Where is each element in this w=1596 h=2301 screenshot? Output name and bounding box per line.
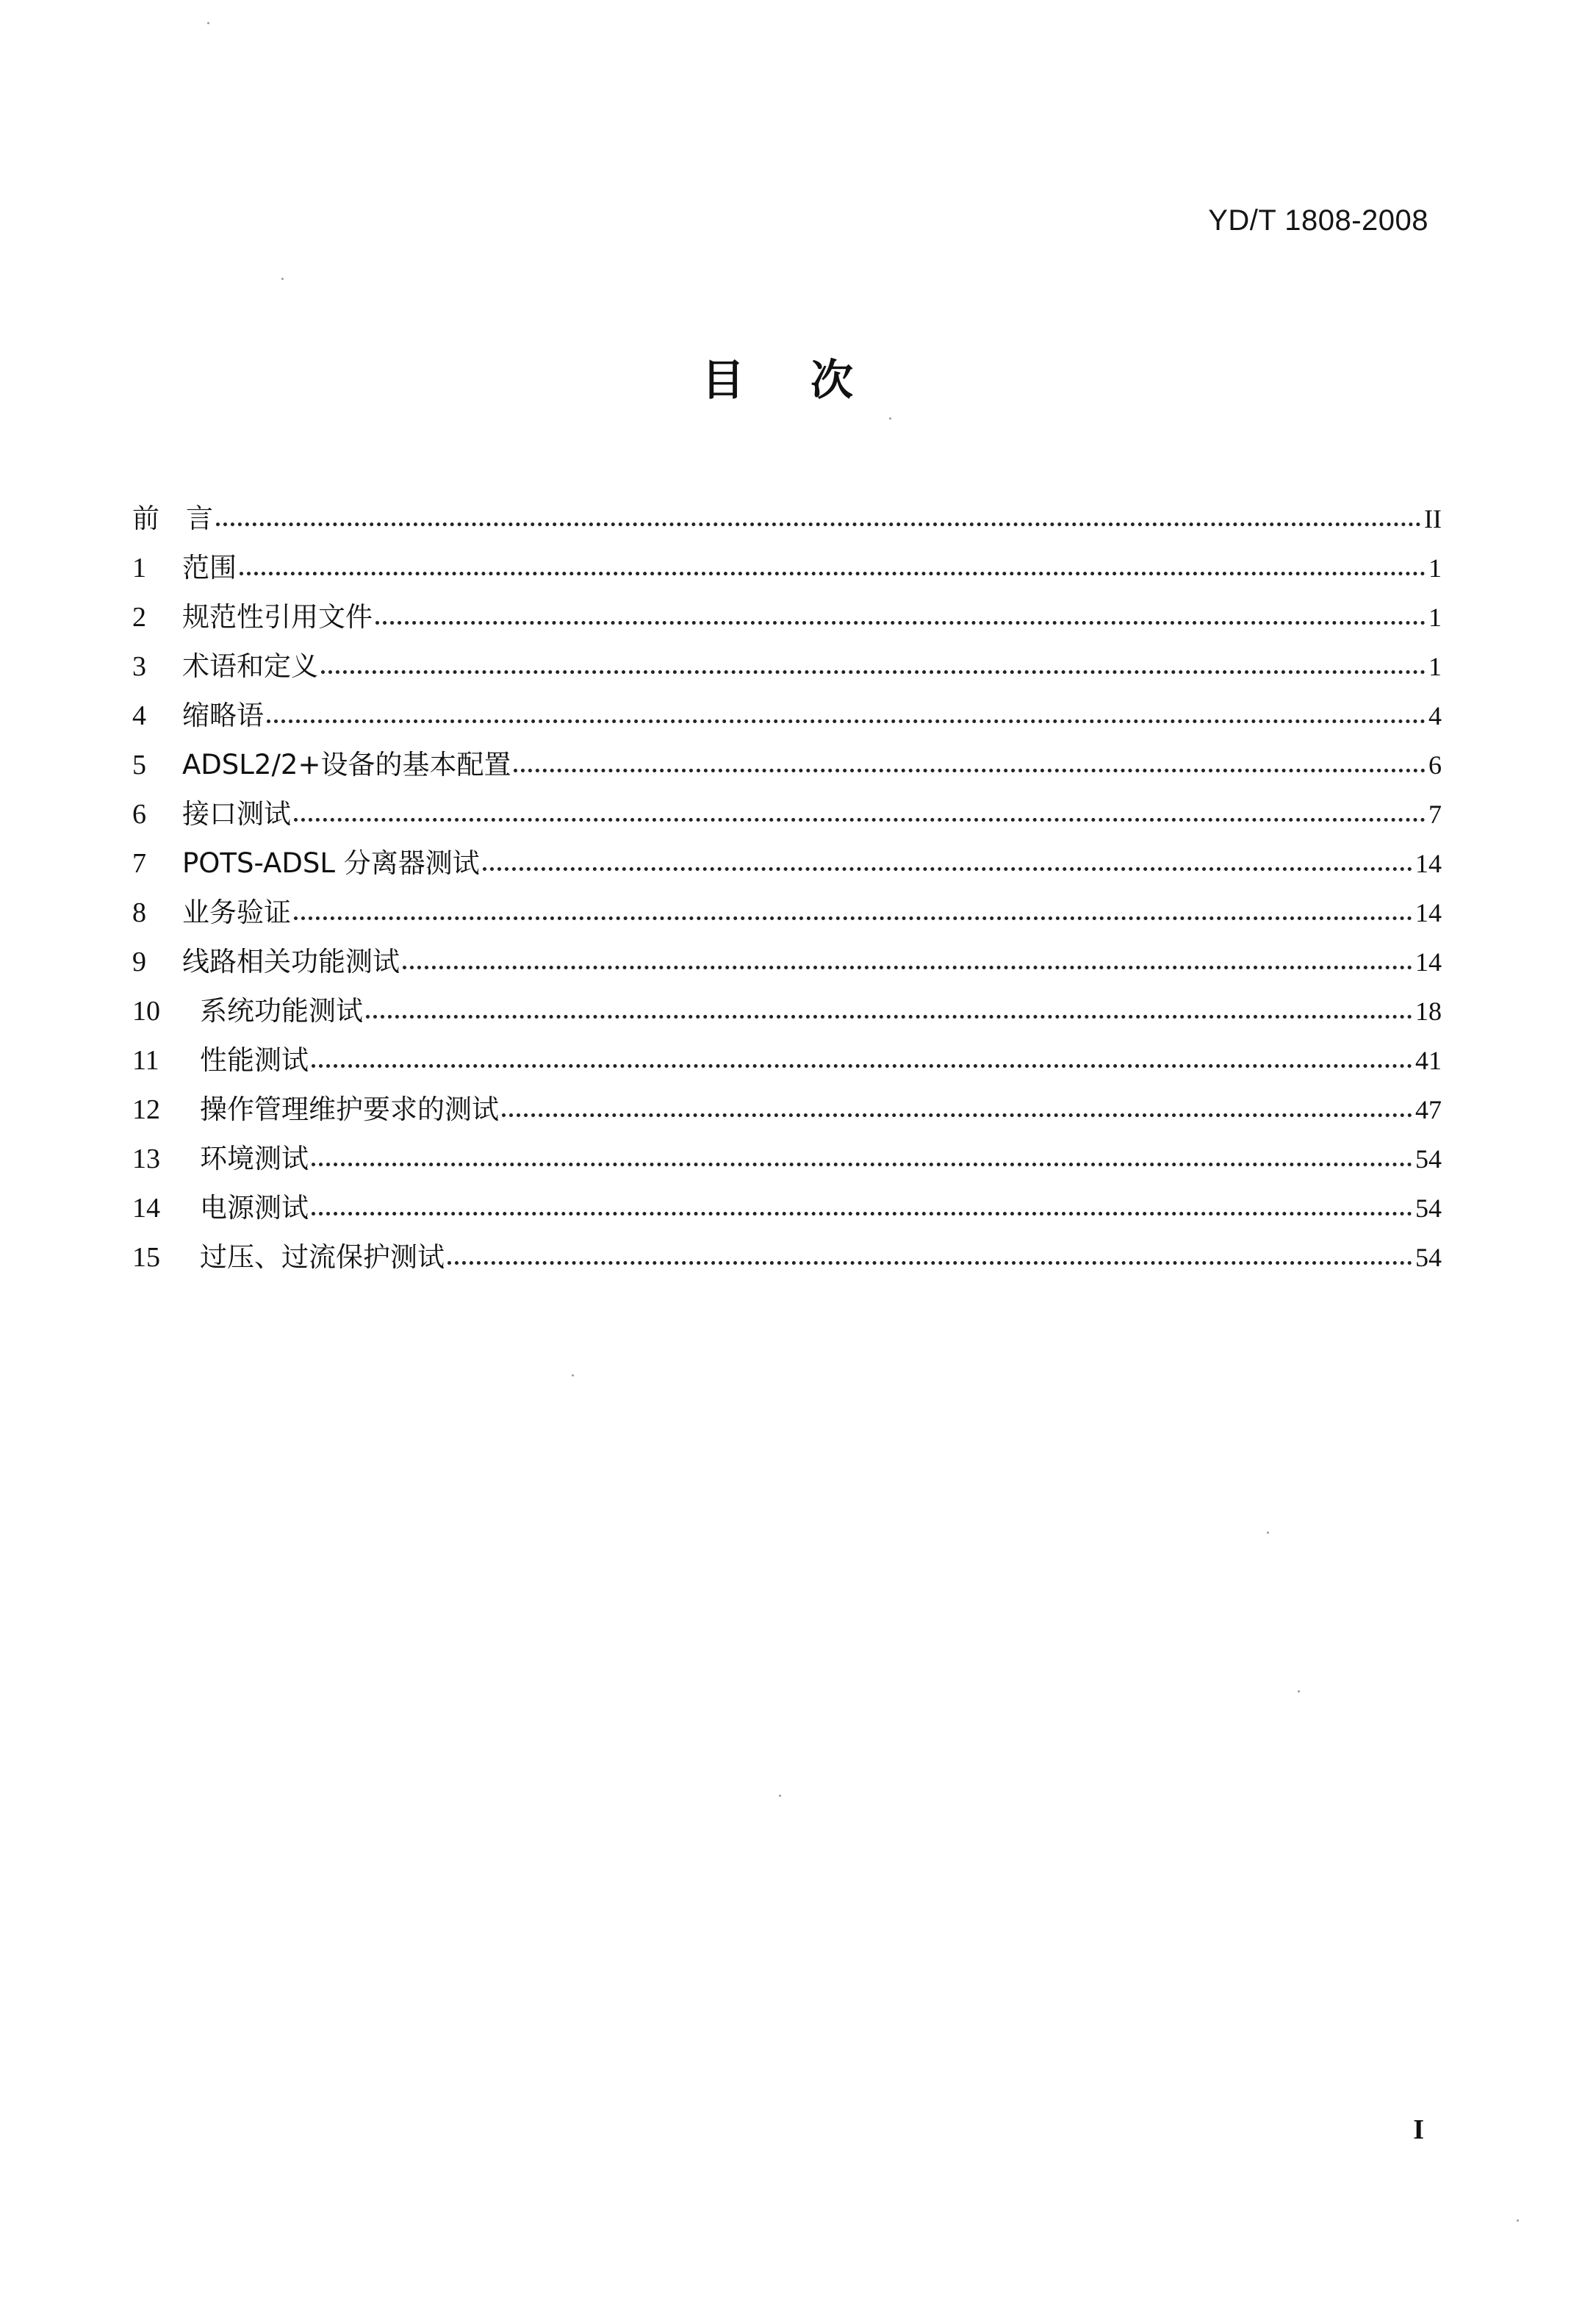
toc-entry-page: 14 — [1415, 849, 1442, 878]
toc-entry-number: 11 — [132, 1045, 159, 1076]
toc-entry-3[interactable] — [132, 642, 1442, 691]
scan-speck — [281, 278, 284, 280]
scan-speck — [1517, 2219, 1519, 2222]
toc-leader-dots — [514, 769, 1426, 772]
toc-entry-label: 操作管理维护要求的测试 — [200, 1094, 499, 1125]
toc-entry-label: 线路相关功能测试 — [182, 946, 400, 977]
toc-entry-label: 前言 — [132, 503, 240, 534]
toc-entry-page: 47 — [1415, 1095, 1442, 1124]
toc-entry-page: 54 — [1415, 1243, 1442, 1272]
toc-entry-page: 54 — [1415, 1144, 1442, 1174]
toc-entry-label: 性能测试 — [200, 1044, 309, 1076]
toc-entry-number: 1 — [132, 553, 146, 584]
toc-leader-dots — [294, 818, 1426, 822]
toc-entry-7[interactable] — [132, 839, 1442, 888]
toc-entry-page: 6 — [1428, 750, 1442, 780]
toc-entry-page: 1 — [1428, 652, 1442, 681]
toc-leader-dots — [240, 572, 1426, 575]
toc-entry-label: 电源测试 — [200, 1192, 309, 1224]
scan-speck — [207, 22, 209, 24]
toc-entry-1[interactable] — [132, 543, 1442, 592]
toc-entry-page: 54 — [1415, 1193, 1442, 1223]
scan-speck — [779, 1795, 781, 1797]
page-number: I — [1413, 2114, 1424, 2145]
toc-leader-dots — [375, 621, 1426, 625]
toc-entry-number: 10 — [132, 996, 160, 1027]
toc-entry-5[interactable] — [132, 740, 1442, 789]
toc-entry-page: 14 — [1415, 898, 1442, 927]
toc-entry-page: 7 — [1428, 800, 1442, 829]
toc-entry-label: 范围 — [182, 552, 237, 584]
toc-entry-number: 7 — [132, 848, 146, 879]
toc-entry-page: 1 — [1428, 553, 1442, 583]
scan-speck — [889, 417, 891, 420]
toc-entry-14[interactable] — [132, 1183, 1442, 1232]
toc-entry-page: 1 — [1428, 603, 1442, 632]
toc-entry-label: POTS-ADSL 分离器测试 — [182, 847, 480, 879]
toc-entry-label: 规范性引用文件 — [182, 601, 373, 633]
toc-entry-10[interactable] — [132, 986, 1442, 1035]
toc-entry-15[interactable] — [132, 1232, 1442, 1282]
toc-entry-page: 41 — [1415, 1046, 1442, 1075]
toc-leader-dots — [321, 670, 1426, 674]
toc-leader-dots — [366, 1015, 1412, 1019]
toc-entry-number: 9 — [132, 947, 146, 977]
toc-entry-number: 6 — [132, 799, 146, 830]
toc-leader-dots — [502, 1113, 1412, 1117]
toc-leader-dots — [312, 1064, 1412, 1068]
toc-entry-page: 4 — [1428, 701, 1442, 730]
table-of-contents — [132, 494, 1442, 1282]
toc-entry-6[interactable] — [132, 789, 1442, 839]
toc-entry-page: 18 — [1415, 997, 1442, 1026]
toc-entry-number: 4 — [132, 700, 146, 731]
toc-entry-number: 14 — [132, 1193, 160, 1224]
toc-entry-page: 14 — [1415, 947, 1442, 977]
scan-speck — [1298, 1690, 1300, 1692]
toc-leader-dots — [312, 1163, 1412, 1166]
toc-entry-label: 缩略语 — [182, 700, 264, 731]
toc-entry-number: 5 — [132, 750, 146, 780]
toc-entry-number: 13 — [132, 1144, 160, 1174]
toc-entry-page: II — [1424, 504, 1442, 534]
toc-entry-number: 12 — [132, 1094, 160, 1125]
toc-entry-number: 2 — [132, 602, 146, 633]
toc-entry-label: 环境测试 — [200, 1143, 309, 1174]
standard-code: YD/T 1808-2008 — [1208, 204, 1428, 237]
toc-leader-dots — [447, 1261, 1412, 1265]
toc-entry-label: 过压、过流保护测试 — [200, 1241, 445, 1273]
toc-entry-label: 术语和定义 — [182, 650, 318, 682]
toc-entry-12[interactable] — [132, 1085, 1442, 1134]
toc-entry-label: 系统功能测试 — [200, 995, 363, 1027]
scan-speck — [572, 1374, 574, 1376]
toc-entry-9[interactable] — [132, 937, 1442, 986]
toc-entry-number: 15 — [132, 1242, 160, 1273]
toc-leader-dots — [294, 916, 1412, 920]
toc-leader-dots — [483, 867, 1412, 871]
toc-entry-11[interactable] — [132, 1035, 1442, 1085]
toc-entry-13[interactable] — [132, 1134, 1442, 1183]
toc-entry-4[interactable] — [132, 691, 1442, 740]
toc-entry-label: ADSL2/2+设备的基本配置 — [182, 749, 511, 780]
scan-speck — [1267, 1532, 1269, 1534]
toc-leader-dots — [216, 523, 1421, 526]
toc-leader-dots — [403, 966, 1412, 969]
toc-entry-number: 3 — [132, 651, 146, 682]
toc-entry-2[interactable] — [132, 592, 1442, 642]
toc-leader-dots — [267, 719, 1426, 723]
toc-entry-label: 接口测试 — [182, 798, 291, 830]
toc-entry-8[interactable] — [132, 888, 1442, 937]
toc-leader-dots — [312, 1212, 1412, 1216]
toc-entry-number: 8 — [132, 897, 146, 928]
toc-entry-label: 业务验证 — [182, 897, 291, 928]
page-title: 目次 — [702, 355, 920, 405]
toc-entry-foreword[interactable] — [132, 494, 1442, 543]
